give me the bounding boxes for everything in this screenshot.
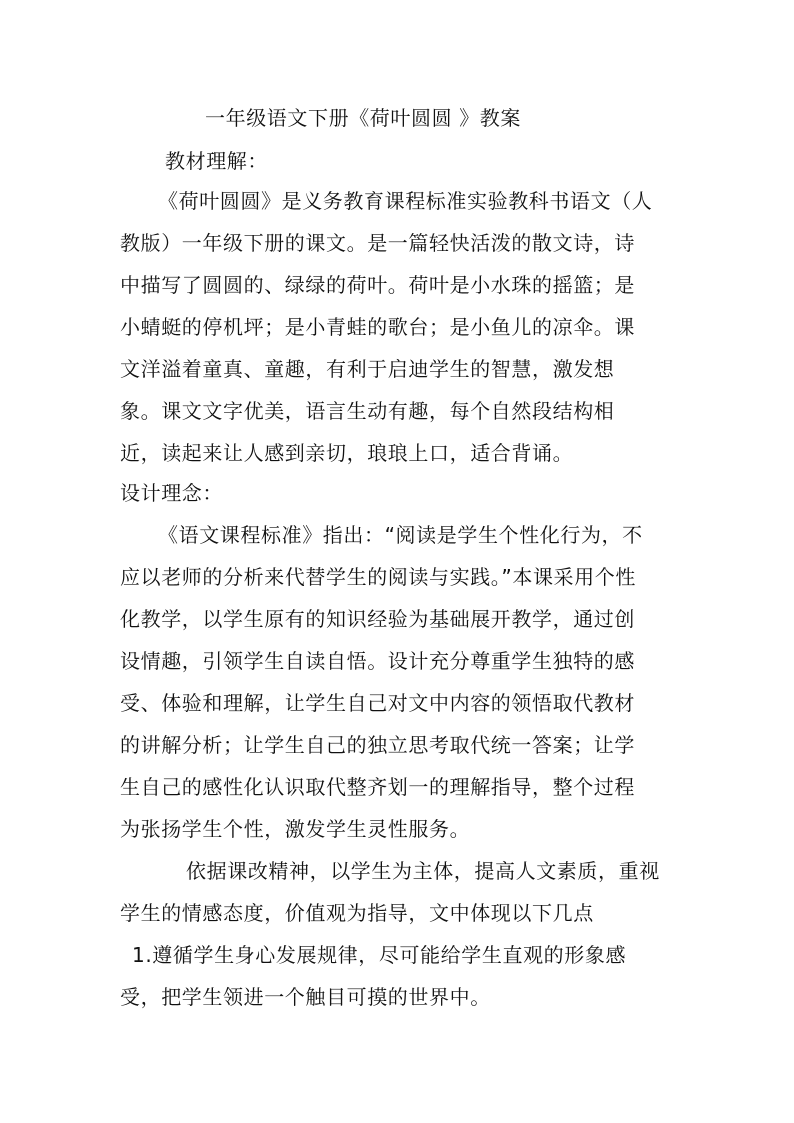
section-heading-design-concept: 设计理念： xyxy=(120,481,223,505)
paragraph-line: 化教学，以学生原有的知识经验为基础展开教学，通过创 xyxy=(120,607,635,631)
paragraph-line: 《荷叶圆圆》是义务教育课程标准实验教科书语文（人 xyxy=(158,189,653,213)
section-heading-teaching-material: 教材理解： xyxy=(165,149,268,173)
paragraph-line: 受、体验和理解，让学生自己对文中内容的领悟取代教材 xyxy=(120,691,635,715)
paragraph-line: 文洋溢着童真、童趣，有利于启迪学生的智慧，激发想 xyxy=(120,357,615,381)
paragraph-line: 为张扬学生个性，激发学生灵性服务。 xyxy=(120,817,471,841)
paragraph-line: 应以老师的分析来代替学生的阅读与实践。”本课采用个性 xyxy=(120,565,636,589)
paragraph-line: 学生的情感态度，价值观为指导，文中体现以下几点 xyxy=(120,901,594,925)
paragraph-line: 象。课文文字优美，语言生动有趣，每个自然段结构相 xyxy=(120,399,615,423)
paragraph-line: 生自己的感性化认识取代整齐划一的理解指导，整个过程 xyxy=(120,775,635,799)
paragraph-line: 近，读起来让人感到亲切，琅琅上口，适合背诵。 xyxy=(120,441,574,465)
list-item-point-1: 1.遵循学生身心发展规律，尽可能给学生直观的形象感 xyxy=(132,943,627,967)
paragraph-line: 《语文课程标准》指出：“阅读是学生个性化行为，不 xyxy=(158,523,643,547)
paragraph-line: 设情趣，引领学生自读自悟。设计充分尊重学生独特的感 xyxy=(120,649,635,673)
document-title: 一年级语文下册《荷叶圆圆 》教案 xyxy=(205,106,521,130)
paragraph-line: 依据课改精神，以学生为主体，提高人文素质，重视 xyxy=(186,859,660,883)
paragraph-line: 中描写了圆圆的、绿绿的荷叶。荷叶是小水珠的摇篮；是 xyxy=(120,273,635,297)
paragraph-line: 的讲解分析；让学生自己的独立思考取代统一答案；让学 xyxy=(120,733,635,757)
paragraph-line: 教版）一年级下册的课文。是一篇轻快活泼的散文诗，诗 xyxy=(120,231,635,255)
paragraph-line: 受，把学生领进一个触目可摸的世界中。 xyxy=(120,985,491,1009)
paragraph-line: 小蜻蜓的停机坪；是小青蛙的歌台；是小鱼儿的凉伞。课 xyxy=(120,315,635,339)
